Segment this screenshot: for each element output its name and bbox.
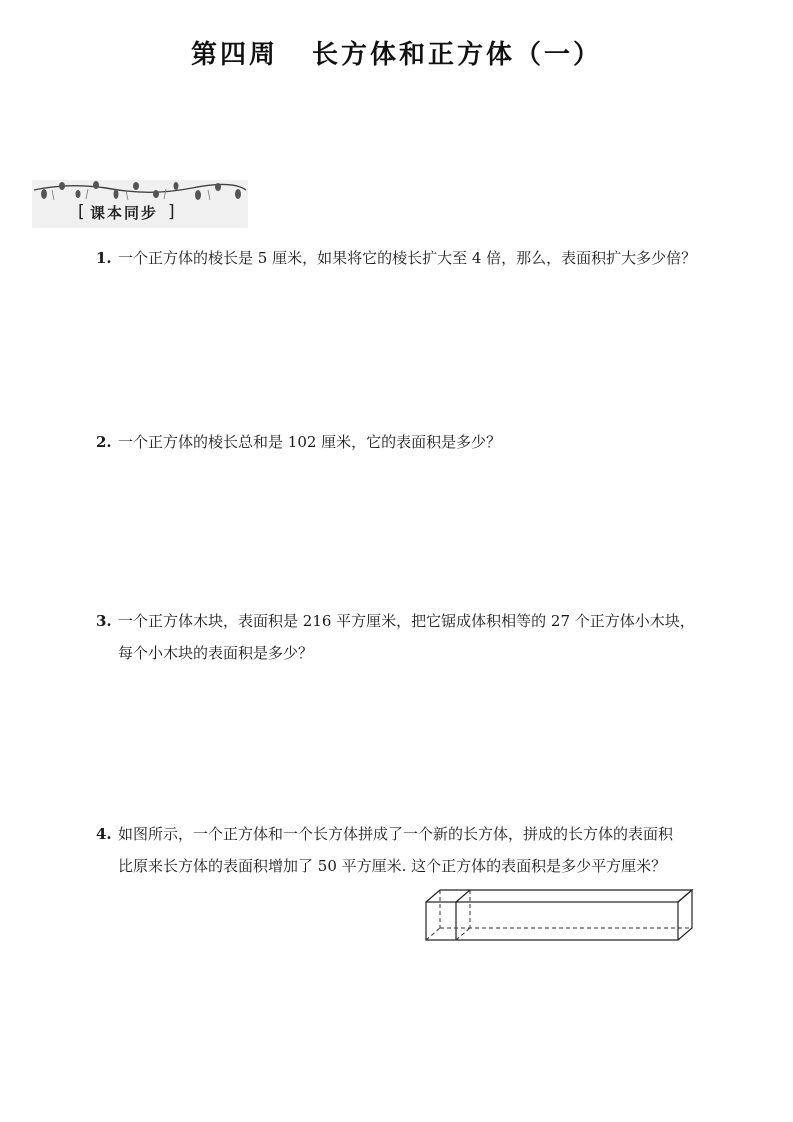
page-title-week: 第四周 xyxy=(190,40,278,70)
section-bracket-left: [ xyxy=(78,202,85,222)
question-line: 每个小木块的表面积是多少？ xyxy=(118,644,314,662)
question-1 xyxy=(96,242,716,274)
question-text: 一个正方体的棱长总和是 102 厘米，它的表面积是多少？ xyxy=(118,433,502,451)
page-title xyxy=(0,34,793,71)
question-line: 比原来长方体的表面积增加了 50 平方厘米. 这个正方体的表面积是多少平方厘米？ xyxy=(118,857,667,875)
section-label: 课本同步 xyxy=(90,204,159,222)
question-text: 一个正方体木块，表面积是 216 平方厘米，把它锯成体积相等的 27 个正方体小木块， xyxy=(118,612,695,630)
question-line xyxy=(96,605,716,637)
section-banner xyxy=(32,180,248,228)
question-number: 3. xyxy=(96,612,112,630)
section-bracket-right: ] xyxy=(168,202,175,222)
question-text: 一个正方体的棱长是 5 厘米，如果将它的棱长扩大至 4 倍，那么，表面积扩大多少倍？ xyxy=(118,249,697,267)
question-4 xyxy=(96,818,716,882)
cuboid-figure xyxy=(424,888,696,946)
question-number: 2. xyxy=(96,433,112,451)
question-2 xyxy=(96,426,716,458)
front-face xyxy=(426,902,678,940)
question-number: 4. xyxy=(96,825,112,843)
question-3 xyxy=(96,605,716,669)
question-line xyxy=(96,242,716,274)
page-title-topic: 长方体和正方体（一） xyxy=(312,40,603,70)
question-line xyxy=(96,818,716,850)
question-number: 1. xyxy=(96,249,112,267)
cuboid-diagram-icon xyxy=(424,888,696,946)
question-text: 如图所示，一个正方体和一个长方体拼成了一个新的长方体，拼成的长方体的表面积 xyxy=(118,825,674,843)
question-line xyxy=(96,426,716,458)
